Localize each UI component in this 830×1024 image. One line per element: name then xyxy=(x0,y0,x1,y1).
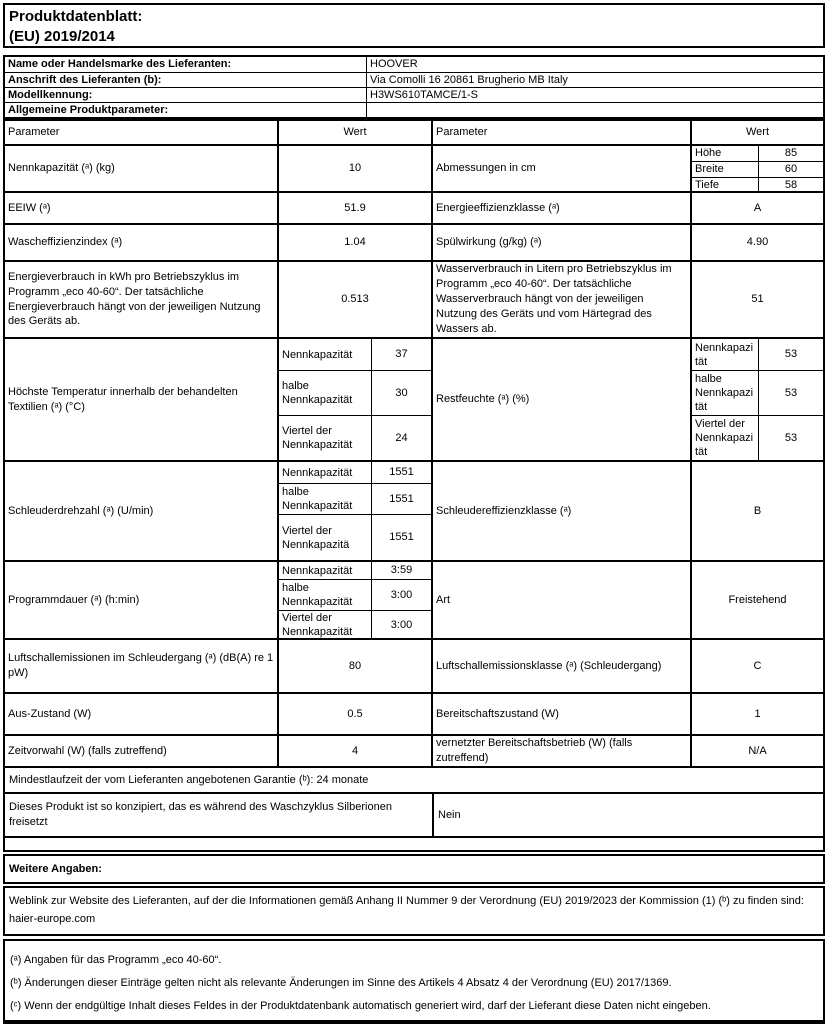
luftschallemissionsklasse-value: C xyxy=(690,640,823,692)
luftschallemissionen-label: Luftschallemissionen im Schleudergang (ᵃ) (dB(A) re 1 pW) xyxy=(8,652,274,679)
regulation-reference: (EU) 2019/2014 xyxy=(9,28,115,45)
dauer-halbe-label: halbe Nennkapazität xyxy=(282,582,353,608)
row-hoechste-temperatur xyxy=(5,337,823,460)
eeiw-value: 51.9 xyxy=(277,193,431,223)
row-wascheffizienzindex xyxy=(5,223,823,260)
hoehe-value: 85 xyxy=(758,146,823,161)
row-silberionen xyxy=(5,792,823,836)
bereitschaftszustand-value: 1 xyxy=(690,694,823,734)
model-identifier-label: Modellkennung: xyxy=(5,88,367,102)
energieeffizienzklasse-label: Energieeffizienzklasse (ᵃ) xyxy=(431,193,690,223)
parameters-table xyxy=(3,119,825,852)
spin-viertel-label: Viertel der Nennkapazitä xyxy=(282,524,350,551)
luftschallemissionsklasse-label: Luftschallemissionsklasse (ᵃ) (Schleudergang) xyxy=(431,640,690,692)
luftschallemissionen-value: 80 xyxy=(277,640,431,692)
silberionen-value: Nein xyxy=(432,794,823,836)
row-energieverbrauch xyxy=(5,260,823,337)
table-row xyxy=(5,57,823,72)
temp-halbe-value: 30 xyxy=(371,371,431,415)
dauer-viertel-value: 3:00 xyxy=(371,611,431,638)
header-wert-left: Wert xyxy=(277,121,431,144)
zeitvorwahl-value: 4 xyxy=(277,736,431,766)
table-row xyxy=(279,514,431,560)
supplier-name-value: HOOVER xyxy=(370,58,418,71)
hoehe-label: Höhe xyxy=(695,147,722,160)
art-label: Art xyxy=(431,562,690,638)
weblink-text: Weblink zur Website des Lieferanten, auf der die Informationen gemäß Anhang II Nummer 9 der Verordnung (EU) 2019/2023 der Kommission (1) (ᵇ) zu finden sind: haier-europe.com xyxy=(3,886,825,936)
table-row xyxy=(279,610,431,638)
restfeuchte-nennkapazitaet-value: 53 xyxy=(758,339,823,370)
header-wert-right: Wert xyxy=(690,121,823,144)
schleuderdrehzahl-label: Schleuderdrehzahl (ᵃ) (U/min) xyxy=(8,504,154,517)
dauer-viertel-label: Viertel der Nennkapazität xyxy=(282,612,353,638)
hoechste-temperatur-subtable xyxy=(277,339,431,460)
table-row xyxy=(279,562,431,579)
aus-zustand-value: 0.5 xyxy=(277,694,431,734)
tiefe-label: Tiefe xyxy=(695,179,720,191)
temp-nennkapazitaet-value: 37 xyxy=(371,339,431,370)
wascheffizienzindex-label: Wascheffizienzindex (ᵃ) xyxy=(8,236,123,249)
footnote-c: (ᶜ) Wenn der endgültige Inhalt dieses Feldes in der Produktdatenbank automatisch generiert wird, darf der Lieferant diese Daten nicht eingeben. xyxy=(10,1000,711,1012)
vernetzter-bereitschaftsbetrieb-label: vernetzter Bereitschaftsbetrieb (W) (falls zutreffend) xyxy=(431,736,690,766)
art-value: Freistehend xyxy=(690,562,823,638)
general-parameters-label: Allgemeine Produktparameter: xyxy=(5,103,367,117)
dauer-nennkapazitaet-label: Nennkapazität xyxy=(282,564,353,577)
temp-viertel-value: 24 xyxy=(371,416,431,460)
bereitschaftszustand-label: Bereitschaftszustand (W) xyxy=(431,694,690,734)
schleuderdrehzahl-subtable xyxy=(277,462,431,560)
energieverbrauch-value: 0.513 xyxy=(277,262,431,337)
restfeuchte-viertel-value: 53 xyxy=(758,416,823,460)
spin-nennkapazitaet-value: 1551 xyxy=(371,462,431,483)
temp-nennkapazitaet-label: Nennkapazität xyxy=(282,348,353,361)
eeiw-label: EEIW (ᵃ) xyxy=(8,201,51,214)
restfeuchte-viertel-label: Viertel der Nennkapazität xyxy=(695,418,754,458)
table-row xyxy=(5,72,823,87)
row-nennkapazitaet-abmessungen xyxy=(5,144,823,191)
tiefe-value: 58 xyxy=(758,178,823,191)
breite-label: Breite xyxy=(695,163,724,176)
temp-halbe-label: halbe Nennkapazität xyxy=(282,380,353,406)
footnote-a: (ᵃ) Angaben für das Programm „eco 40-60“. xyxy=(10,954,222,966)
temp-viertel-label: Viertel der Nennkapazität xyxy=(282,425,353,451)
row-schleuderdrehzahl xyxy=(5,460,823,560)
restfeuchte-halbe-label: halbe Nennkapazität xyxy=(695,373,754,413)
dauer-nennkapazitaet-value: 3:59 xyxy=(371,562,431,579)
breite-value: 60 xyxy=(758,162,823,177)
programmdauer-label: Programmdauer (ᵃ) (h:min) xyxy=(8,593,140,606)
wasserverbrauch-label: Wasserverbrauch in Litern pro Betriebszyklus im Programm „eco 40-60“. Der tatsächliche Wasserverbrauch hängt von der jeweiligen Nutzung des Geräts und vom Härtegrad des Wassers ab. xyxy=(431,262,690,337)
supplier-address-value: Via Comolli 16 20861 Brugherio MB Italy xyxy=(370,73,568,86)
weitere-angaben-header: Weitere Angaben: xyxy=(3,854,825,884)
silberionen-label: Dieses Produkt ist so konzipiert, das es während des Waschzyklus Silberionen freisetzt xyxy=(9,801,392,828)
table-header-row xyxy=(5,121,823,144)
row-luftschallemissionen xyxy=(5,638,823,692)
table-row xyxy=(279,339,431,370)
table-row xyxy=(692,146,823,161)
schleudereffizienzklasse-label: Schleudereffizienzklasse (ᵃ) xyxy=(431,462,690,560)
table-row xyxy=(692,415,823,460)
table-row xyxy=(692,370,823,415)
footnotes-box xyxy=(3,939,825,1024)
table-row xyxy=(279,483,431,514)
dauer-halbe-value: 3:00 xyxy=(371,580,431,610)
table-row xyxy=(692,177,823,191)
general-parameters-value xyxy=(367,103,823,117)
table-row xyxy=(5,87,823,102)
programmdauer-subtable xyxy=(277,562,431,638)
empty-row xyxy=(5,836,823,850)
wascheffizienzindex-value: 1.04 xyxy=(277,225,431,260)
abmessungen-subtable xyxy=(690,146,823,191)
zeitvorwahl-label: Zeitvorwahl (W) (falls zutreffend) xyxy=(8,744,167,757)
aus-zustand-label: Aus-Zustand (W) xyxy=(8,707,92,720)
restfeuchte-halbe-value: 53 xyxy=(758,371,823,415)
spin-nennkapazitaet-label: Nennkapazität xyxy=(282,466,353,479)
spin-halbe-value: 1551 xyxy=(371,484,431,514)
wasserverbrauch-value: 51 xyxy=(690,262,823,337)
abmessungen-label: Abmessungen in cm xyxy=(431,146,690,191)
vernetzter-bereitschaftsbetrieb-value: N/A xyxy=(690,736,823,766)
row-zeitvorwahl xyxy=(5,734,823,766)
row-garantie xyxy=(5,766,823,792)
energieeffizienzklasse-value: A xyxy=(690,193,823,223)
table-row xyxy=(279,370,431,415)
table-row xyxy=(279,415,431,460)
spuelwirkung-value: 4.90 xyxy=(690,225,823,260)
nennkapazitaet-value: 10 xyxy=(277,146,431,191)
schleudereffizienzklasse-value: B xyxy=(690,462,823,560)
supplier-name-label: Name oder Handelsmarke des Lieferanten: xyxy=(5,57,367,72)
header-parameter-right: Parameter xyxy=(431,121,690,144)
row-aus-zustand xyxy=(5,692,823,734)
header-parameter-left: Parameter xyxy=(8,126,60,139)
restfeuchte-label: Restfeuchte (ᵃ) (%) xyxy=(431,339,690,460)
document-title: Produktdatenblatt: xyxy=(9,8,143,25)
table-row xyxy=(692,161,823,177)
table-row xyxy=(279,462,431,483)
energieverbrauch-label: Energieverbrauch in kWh pro Betriebszyklus im Programm „eco 40-60“. Der tatsächliche Energieverbrauch hängt von der jeweiligen Nutzung des Geräts ab. xyxy=(8,270,261,328)
nennkapazitaet-label: Nennkapazität (ᵃ) (kg) xyxy=(8,162,115,175)
table-row xyxy=(5,102,823,117)
restfeuchte-nennkapazitaet-label: Nennkapazität xyxy=(695,341,754,368)
title-box xyxy=(3,3,825,48)
supplier-info-table xyxy=(3,55,825,119)
hoechste-temperatur-label: Höchste Temperatur innerhalb der behandelten Textilien (ᵃ) (°C) xyxy=(8,385,238,413)
table-row xyxy=(692,339,823,370)
footnote-b: (ᵇ) Änderungen dieser Einträge gelten nicht als relevante Änderungen im Sinne des Artikels 4 Absatz 4 der Verordnung (EU) 2017/1369. xyxy=(10,977,672,989)
restfeuchte-subtable xyxy=(690,339,823,460)
model-identifier-value: H3WS610TAMCE/1-S xyxy=(370,88,478,101)
row-programmdauer xyxy=(5,560,823,638)
spin-halbe-label: halbe Nennkapazität xyxy=(282,486,353,512)
spuelwirkung-label: Spülwirkung (g/kg) (ᵃ) xyxy=(431,225,690,260)
spin-viertel-value: 1551 xyxy=(371,515,431,560)
row-eeiw xyxy=(5,191,823,223)
garantie-text: Mindestlaufzeit der vom Lieferanten angebotenen Garantie (ᵇ): 24 monate xyxy=(9,773,369,786)
table-row xyxy=(279,579,431,610)
supplier-address-label: Anschrift des Lieferanten (b): xyxy=(5,73,367,87)
